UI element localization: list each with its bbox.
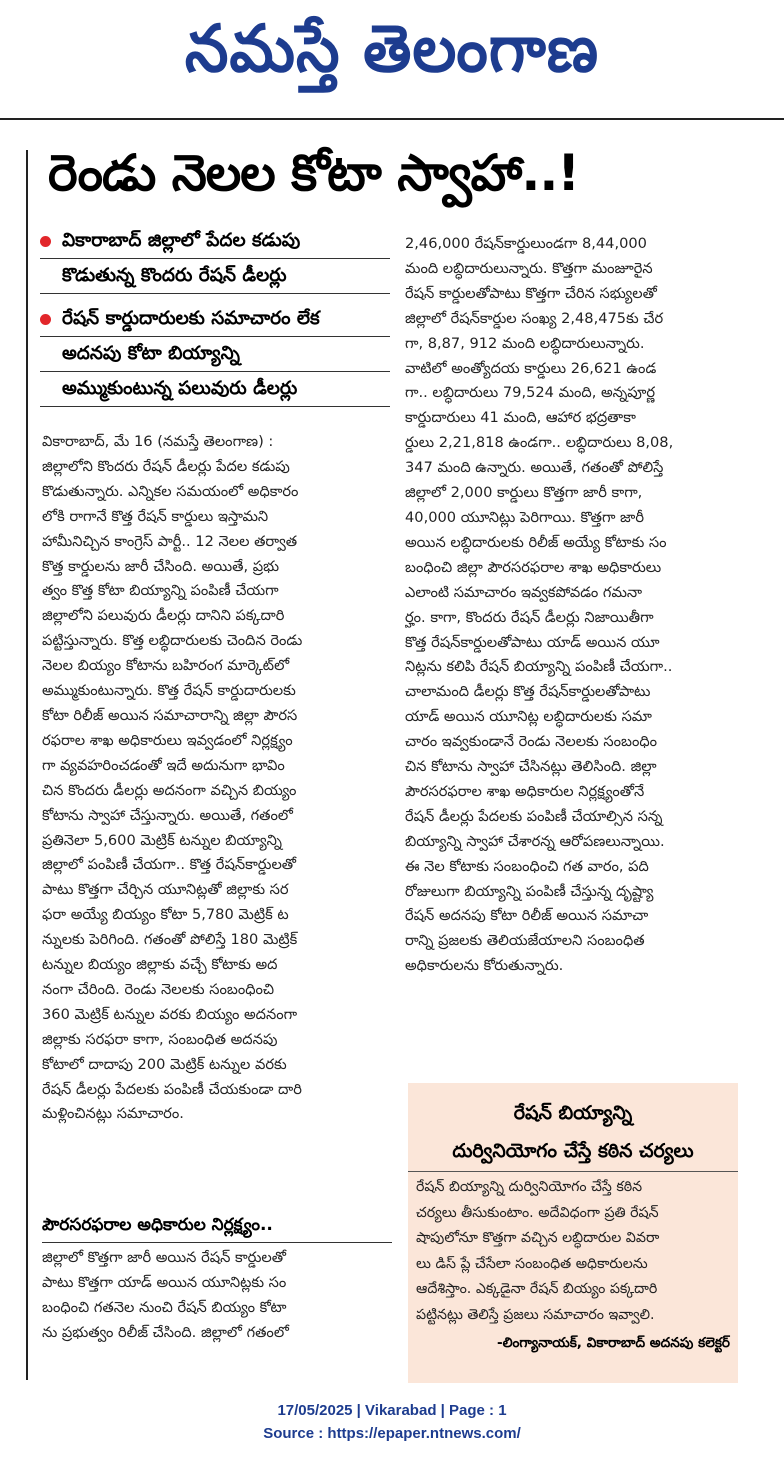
- quote-box-heading: రేషన్ బియ్యాన్ని: [513, 1102, 633, 1124]
- kicker-line: కొడుతున్న కొందరు రేషన్ డీలర్లు: [40, 259, 390, 294]
- kicker-line: అమ్ముకుంటున్న పలువురు డీలర్లు: [40, 372, 390, 407]
- article-text-line: రాన్ని ప్రజలకు తెలియజేయాలని సంబంధిత: [405, 932, 645, 950]
- article-text-line: ప్రతినెలా 5,600 మెట్రిక్ టన్నుల బియ్యాన్ని: [42, 831, 282, 849]
- article-text-line: రేషన్ బియ్యాన్ని దుర్వినియోగం చేస్తే కఠిన: [416, 1179, 643, 1195]
- article-text-line: కార్డుదారులు 41 మంది, ఆహార భద్రతాకా: [405, 409, 636, 427]
- article-column-left-continued: [42, 1246, 392, 1346]
- quote-box-divider: [408, 1171, 738, 1172]
- article-text-line: మళ్లించినట్లు సమాచారం.: [42, 1105, 184, 1123]
- red-bullet-icon: [40, 236, 51, 247]
- article-text-line: పాటు కొత్తగా యాడ్ అయిన యూనిట్లకు సం: [42, 1273, 287, 1291]
- kicker-1: [40, 224, 390, 294]
- article-text-line: లోకి రాగానే కొత్త రేషన్ కార్డులు ఇస్తామని: [42, 507, 269, 525]
- kicker-line: అదనపు కోటా బియ్యాన్ని: [40, 337, 390, 372]
- newspaper-logo: నమస్తే తెలంగాణ: [184, 10, 600, 87]
- article-text-line: రేషన్ కార్డులతోపాటు కొత్తగా చేరిన సభ్యులతో: [405, 284, 657, 302]
- article-text-line: పట్టినట్లు తెలిస్తే ప్రజలు సమాచారం ఇవ్వాలి.: [416, 1306, 655, 1323]
- article-text-line: చారం ఇవ్వకుండానే రెండు నెలలకు సంబంధిం: [405, 733, 658, 751]
- article-text-line: బంధించి జిల్లా పౌరసరఫరాల శాఖ అధికారులు: [405, 558, 662, 576]
- headline: రెండు నెలల కోటా స్వాహా..!: [48, 144, 580, 202]
- article-text-line: జిల్లాలో రేషన్‌కార్డుల సంఖ్య 2,48,475కు చేర: [405, 309, 664, 327]
- article-text-line: షాపులోనూ కొత్తగా వచ్చిన లబ్ధిదారుల వివరా: [416, 1230, 660, 1246]
- quote-attribution: -లింగ్యానాయక్, వికారాబాద్ అదనపు కలెక్టర్: [496, 1335, 730, 1351]
- article-subhead: పౌరసరఫరాల అధికారుల నిర్లక్ష్యం..: [42, 1210, 392, 1243]
- article-text-line: కోటాను స్వాహా చేస్తున్నారు. అయితే, గతంలో: [42, 806, 293, 824]
- article-text-line: కొడుతున్నారు. ఎన్నికల సమయంలో అధికారం: [42, 482, 299, 500]
- article-text-line: వాటిలో అంత్యోదయ కార్డులు 26,621 ఉండ: [405, 359, 657, 377]
- article-text-line: రేషన్ డీలర్లు పేదలకు పంపిణీ చేయాల్సిన సన్న: [405, 807, 663, 825]
- article-text-line: రేషన్ డీలర్లు పేదలకు పంపిణీ చేయకుండా దారి: [42, 1080, 302, 1098]
- article-text-line: జిల్లాలో 2,000 కార్డులు కొత్తగా జారీ కాగా,: [405, 484, 643, 502]
- article-text-line: అమ్ముకుంటున్నారు. కొత్త రేషన్ కార్డుదారులకు: [42, 682, 296, 700]
- footer-source: Source : https://epaper.ntnews.com/: [263, 1425, 521, 1442]
- article-text-line: 2,46,000 రేషన్‌కార్డులుండగా 8,44,000: [405, 235, 647, 252]
- red-bullet-icon: [40, 314, 51, 325]
- article-text-line: కోటాలో దాదాపు 200 మెట్రిక్ టన్నుల వరకు: [42, 1055, 287, 1073]
- article-text-line: నంగా చేరింది. రెండు నెలలకు సంబంధించి: [42, 980, 275, 998]
- article-text-line: జిల్లాలోని కొందరు రేషన్ డీలర్లు పేదల కడుపు: [42, 457, 290, 475]
- article-text-line: జిల్లాకు సరఫరా కాగా, సంబంధిత అదనపు: [42, 1030, 278, 1048]
- article-column-right: [405, 232, 760, 979]
- article-text-line: జిల్లాలో పంపిణీ చేయగా.. కొత్త రేషన్‌కార్డులతో: [42, 856, 297, 874]
- article-text-line: గా.. లబ్ధిదారులు 79,524 మంది, అన్నపూర్ణ: [405, 384, 656, 402]
- kicker-2: [40, 302, 390, 407]
- article-column-left: [42, 430, 392, 1127]
- article-text-line: బంధించి గతనెల నుంచి రేషన్ బియ్యం కోటా: [42, 1298, 287, 1316]
- footer-date-edition: 17/05/2025 | Vikarabad | Page : 1: [277, 1402, 507, 1419]
- article-text-line: హామీనిచ్చిన కాంగ్రెస్ పార్టీ.. 12 నెలల తర్వాత: [42, 532, 298, 550]
- article-text-line: ర్హం. కాగా, కొందరు రేషన్ డీలర్లు నిజాయితీగా: [405, 608, 654, 626]
- article-text-line: చర్యలు తీసుకుంటాం. అదేవిధంగా ప్రతి రేషన్: [416, 1204, 659, 1221]
- article-text-line: ఎలాంటి సమాచారం ఇవ్వకపోవడం గమనా: [405, 583, 643, 601]
- article-text-line: కోటా రిలీజ్ అయిన సమాచారాన్ని జిల్లా పౌరస: [42, 706, 298, 724]
- article-text-line: గా, 8,87, 912 మంది లబ్ధిదారులున్నారు.: [405, 334, 645, 352]
- article-text-line: చిన కొందరు డీలర్లు అదనంగా వచ్చిన బియ్యం: [42, 781, 297, 799]
- article-text-line: పాటు కొత్తగా చేర్చిన యూనిట్లతో జిల్లాకు సర: [42, 881, 289, 899]
- article-text-line: చిన కోటాను స్వాహా చేసినట్లు తెలిసింది. జిల్లా: [405, 758, 657, 776]
- article-text-line: పౌరసరఫరాల శాఖ అధికారుల నిర్లక్ష్యంతోనే: [405, 782, 645, 800]
- kicker-line: వికారాబాద్ జిల్లాలో పేదల కడుపు: [40, 224, 390, 259]
- article-text-line: వికారాబాద్, మే 16 (నమస్తే తెలంగాణ) :: [42, 433, 274, 450]
- article-text-line: 40,000 యూనిట్లు పెరిగాయి. కొత్తగా జారీ: [405, 508, 644, 526]
- article-text-line: ఆదేశిస్తాం. ఎక్కడైనా రేషన్ బియ్యం పక్కదారి: [416, 1281, 658, 1297]
- article-text-line: టన్నుల బియ్యం జిల్లాకు వచ్చే కోటాకు అద: [42, 956, 278, 974]
- article-text-line: మంది లబ్ధిదారులున్నారు. కొత్తగా మంజూరైన: [405, 259, 653, 277]
- kicker-line: రేషన్ కార్డుదారులకు సమాచారం లేక: [40, 302, 390, 337]
- article-text-line: చాలామంది డీలర్లు కొత్త రేషన్‌కార్డులతోపాటు: [405, 683, 651, 701]
- article-text-line: యాడ్ అయిన యూనిట్ల లబ్ధిదారులకు సమా: [405, 708, 652, 726]
- article-text-line: ర్డులు 2,21,818 ఉండగా.. లబ్ధిదారులు 8,08,: [405, 434, 674, 452]
- article-text-line: గా వ్యవహరించడంతో ఇదే అదునుగా భావిం: [42, 756, 285, 774]
- masthead-divider: [0, 118, 784, 120]
- article-text-line: అధికారులను కోరుతున్నారు.: [405, 957, 564, 975]
- article-text-line: నెలల బియ్యం కోటాను బహిరంగ మార్కెట్‌లో: [42, 657, 290, 675]
- article-text-line: నిట్లను కలిపి రేషన్ బియ్యాన్ని పంపిణీ చేయగా..: [405, 658, 673, 676]
- article-text-line: 360 మెట్రిక్ టన్నుల వరకు బియ్యం అదనంగా: [42, 1005, 298, 1023]
- article-text-line: రేషన్ అదనపు కోటా రిలీజ్ అయిన సమాచా: [405, 907, 649, 925]
- article-text-line: లు డిస్ ప్లే చేసేలా సంబంధిత అధికారులను: [416, 1255, 648, 1272]
- article-text-line: రఫరాల శాఖ అధికారులు ఇవ్వడంలో నిర్లక్ష్యం: [42, 731, 293, 749]
- article-text-line: కొత్త రేషన్‌కార్డులతోపాటు యాడ్ అయిన యూ: [405, 633, 660, 651]
- article-text-line: న్నులకు పెరిగింది. గతంతో పోలిస్తే 180 మెట్రిక్: [42, 931, 298, 949]
- article-text-line: 347 మంది ఉన్నారు. అయితే, గతంతో పోలిస్తే: [405, 459, 664, 477]
- quote-box-heading: దుర్వినియోగం చేస్తే కఠిన చర్యలు: [452, 1140, 694, 1162]
- collector-quote-box: [408, 1083, 738, 1383]
- article-text-line: జిల్లాలో కొత్తగా జారీ అయిన రేషన్ కార్డులతో: [42, 1249, 286, 1266]
- left-column-rule: [26, 150, 28, 1380]
- article-text-line: బియ్యాన్ని స్వాహా చేశారన్న ఆరోపణలున్నాయి.: [405, 832, 665, 850]
- article-text-line: కొత్త కార్డులను జారీ చేసింది. అయితే, ప్రభు: [42, 557, 280, 575]
- quote-box-body: [416, 1175, 732, 1328]
- article-text-line: ఈ నెల కోటాకు సంబంధించి గత వారం, పది: [405, 857, 649, 875]
- article-text-line: ను ప్రభుత్వం రిలీజ్ చేసింది. జిల్లాలో గతంలో: [42, 1323, 289, 1341]
- article-text-line: జిల్లాలోని పలువురు డీలర్లు దానిని పక్కదారి: [42, 607, 285, 625]
- article-text-line: ఫరా అయ్యే బియ్యం కోటా 5,780 మెట్రిక్ ట: [42, 906, 289, 924]
- article-text-line: రోజులుగా బియ్యాన్ని పంపిణీ చేస్తున్న దృష్ట్యా: [405, 882, 654, 900]
- masthead: [0, 0, 784, 110]
- article-text-line: పట్టిస్తున్నారు. కొత్త లబ్ధిదారులకు చెందిన రెండు: [42, 632, 303, 650]
- article-text-line: త్వం కొత్త కోటా బియ్యాన్ని పంపిణీ చేయగా: [42, 582, 279, 600]
- article-text-line: అయిన లబ్ధిదారులకు రిలీజ్ అయ్యే కోటాకు సం: [405, 533, 667, 551]
